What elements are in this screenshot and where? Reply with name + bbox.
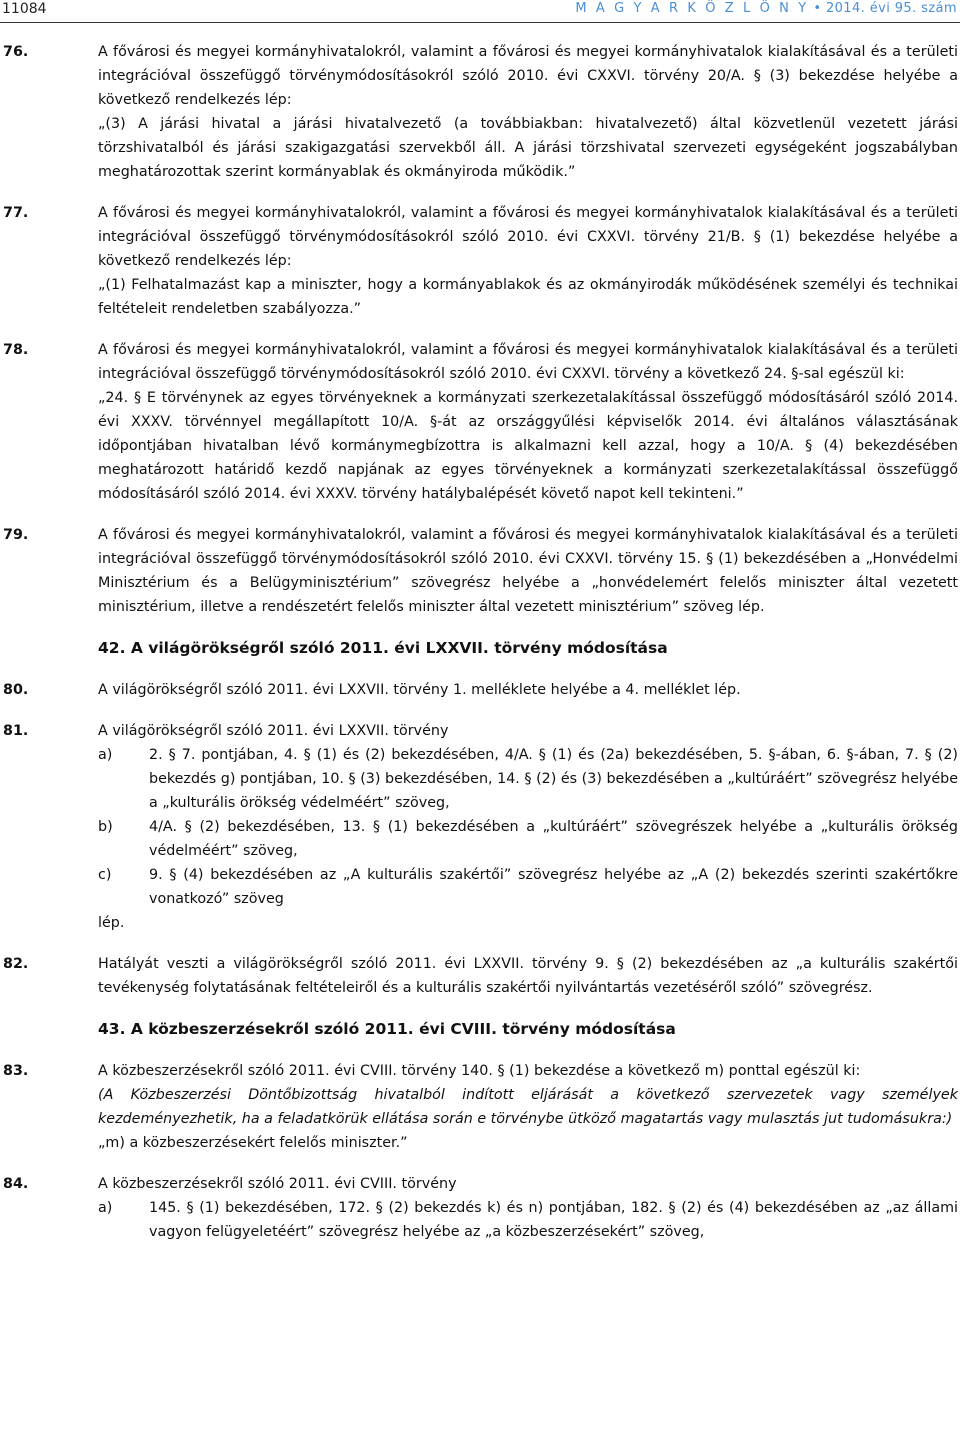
header-rule [0, 22, 960, 23]
section-number: 84. [3, 1176, 29, 1192]
context-italic: (A Közbeszerzési Döntőbizottság hivatalból indított eljárását a következő szervezetek vagy személyek kezdeményezhetik, ha a feladatkörük ellátása során e törvénybe ütköző magatartás vagy mulasztás jut tudomásukra:) [98, 1087, 958, 1127]
section-text: A fővárosi és megyei kormányhivatalokról, valamint a fővárosi és megyei kormányhivatalok kialakításával és a területi integrációval összefüggő törvénymódosításokról szóló 2010. évi CXXVI. törvény 21/B. § (1) bekezdése helyébe a következő rendelkezés lép: [98, 205, 958, 269]
item-text: 2. § 7. pontjában, 4. § (1) és (2) bekezdésében, 4/A. § (1) és (2a) bekezdésében, 5. §-ában, 6. §-ában, 7. § (2) bekezdés g) pontjában, 10. § (3) bekezdésében, 14. § (2) és (3) bekezdésében a „kultúráért” szövegrész helyébe a „kulturális örökség védelméért” szöveg, [149, 747, 958, 811]
section-number: 82. [3, 956, 29, 972]
section-82 [0, 952, 960, 1000]
section-text: A fővárosi és megyei kormányhivatalokról, valamint a fővárosi és megyei kormányhivatalok kialakításával és a területi integrációval összefüggő törvénymódosításokról szóló 2010. évi CXXVI. törvény 20/A. § (3) bekezdése helyébe a következő rendelkezés lép: [98, 44, 958, 108]
section-number: 81. [3, 723, 29, 739]
section-81 [0, 719, 960, 935]
header-bullet: • [813, 1, 822, 16]
amendment-quote: „(1) Felhatalmazást kap a miniszter, hogy a kormányablakok és az okmányirodák működésének személyi és technikai feltételeit rendeletben szabályozza.” [98, 277, 958, 317]
section-77 [0, 201, 960, 321]
issue-number: 2014. évi 95. szám [825, 1, 957, 16]
section-intro: A közbeszerzésekről szóló 2011. évi CVIII. törvény 140. § (1) bekezdése a következő m) ponttal egészül ki: [98, 1063, 861, 1079]
journal-title: M A G Y A R K Ö Z L Ö N Y [575, 1, 809, 16]
list-item [98, 1196, 958, 1244]
section-79 [0, 523, 960, 619]
section-closing: lép. [98, 915, 125, 931]
list-item [98, 815, 958, 863]
section-78 [0, 338, 960, 506]
amendment-quote: „m) a közbeszerzésekért felelős miniszter.” [98, 1135, 408, 1151]
list-item [98, 863, 958, 911]
section-80 [0, 678, 960, 702]
chapter-heading-42: 42. A világörökségről szóló 2011. évi LXXVII. törvény módosítása [98, 639, 668, 657]
item-text: 145. § (1) bekezdésében, 172. § (2) bekezdés k) és n) pontjában, 182. § (2) és (4) bekezdésében az „az állami vagyon felügyeletéért” szövegrész helyébe az „a közbeszerzésekért” szöveg, [149, 1200, 958, 1240]
page-header [0, 0, 960, 22]
list-item [98, 743, 958, 815]
running-header [575, 1, 957, 16]
section-text: A világörökségről szóló 2011. évi LXXVII. törvény 1. melléklete helyébe a 4. melléklet lép. [98, 682, 741, 698]
chapter-heading-43: 43. A közbeszerzésekről szóló 2011. évi CVIII. törvény módosítása [98, 1020, 676, 1038]
item-text: 4/A. § (2) bekezdésében, 13. § (1) bekezdésében a „kultúráért” szövegrészek helyébe a „kulturális örökség védelméért” szöveg, [149, 819, 958, 859]
section-intro: A közbeszerzésekről szóló 2011. évi CVIII. törvény [98, 1176, 457, 1192]
section-text: A fővárosi és megyei kormányhivatalokról, valamint a fővárosi és megyei kormányhivatalok kialakításával és a területi integrációval összefüggő törvénymódosításokról szóló 2010. évi CXXVI. törvény a következő 24. §-sal egészül ki: [98, 342, 958, 382]
section-intro: A világörökségről szóló 2011. évi LXXVII. törvény [98, 723, 449, 739]
amendment-quote: „24. § E törvénynek az egyes törvényeknek a kormányzati szerkezetalakítással összefüggő módosításáról szóló 2014. évi XXXV. törvénnyel megállapított 10/A. §-át az országgyűlési képviselők 2014. évi általános választásának időpontjában hivatalban lévő kormánymegbízottra is alkalmazni kell azzal, hogy a 10/A. § (4) bekezdésében meghatározott határidő kezdő napjának az egyes törvényeknek a kormányzati szerkezetalakítással összefüggő módosításáról szóló 2014. évi XXXV. törvény hatálybalépését követő napot kell tekinteni.” [98, 390, 958, 502]
section-text: A fővárosi és megyei kormányhivatalokról, valamint a fővárosi és megyei kormányhivatalok kialakításával és a területi integrációval összefüggő törvénymódosításokról szóló 2010. évi CXXVI. törvény 15. § (1) bekezdésében a „Honvédelmi Minisztérium és a Belügyminisztérium” szövegrész helyébe a „honvédelemért felelős miniszter által vezetett minisztérium, illetve a rendészetért felelős miniszter által vezetett minisztérium” szöveg lép. [98, 527, 958, 615]
section-number: 76. [3, 44, 29, 60]
item-label: a) [98, 747, 113, 763]
section-number: 78. [3, 342, 29, 358]
item-label: c) [98, 867, 112, 883]
section-number: 77. [3, 205, 29, 221]
item-label: a) [98, 1200, 113, 1216]
document-body [0, 40, 960, 1261]
amendment-quote: „(3) A járási hivatal a járási hivatalvezető (a továbbiakban: hivatalvezető) által közvetlenül vezetett járási törzshivatalból és járási szakigazgatási szervekből áll. A járási törzshivatal szervezeti egységeként jogszabályban meghatározottak szerint kormányablak és okmányiroda működik.” [98, 116, 958, 180]
section-text: Hatályát veszti a világörökségről szóló 2011. évi LXXVII. törvény 9. § (2) bekezdésében az „a kulturális szakértői tevékenység folytatásának feltételeiről és a kulturális szakértői nyilvántartás vezetéséről szóló” szövegrész. [98, 956, 958, 996]
section-76 [0, 40, 960, 184]
page-number: 11084 [2, 1, 47, 17]
section-number: 83. [3, 1063, 29, 1079]
item-label: b) [98, 819, 113, 835]
section-number: 79. [3, 527, 29, 543]
item-text: 9. § (4) bekezdésében az „A kulturális szakértői” szövegrész helyébe az „A (2) bekezdés szerinti szakértőkre vonatkozó” szöveg [149, 867, 958, 907]
section-84 [0, 1172, 960, 1244]
section-number: 80. [3, 682, 29, 698]
section-83 [0, 1059, 960, 1155]
